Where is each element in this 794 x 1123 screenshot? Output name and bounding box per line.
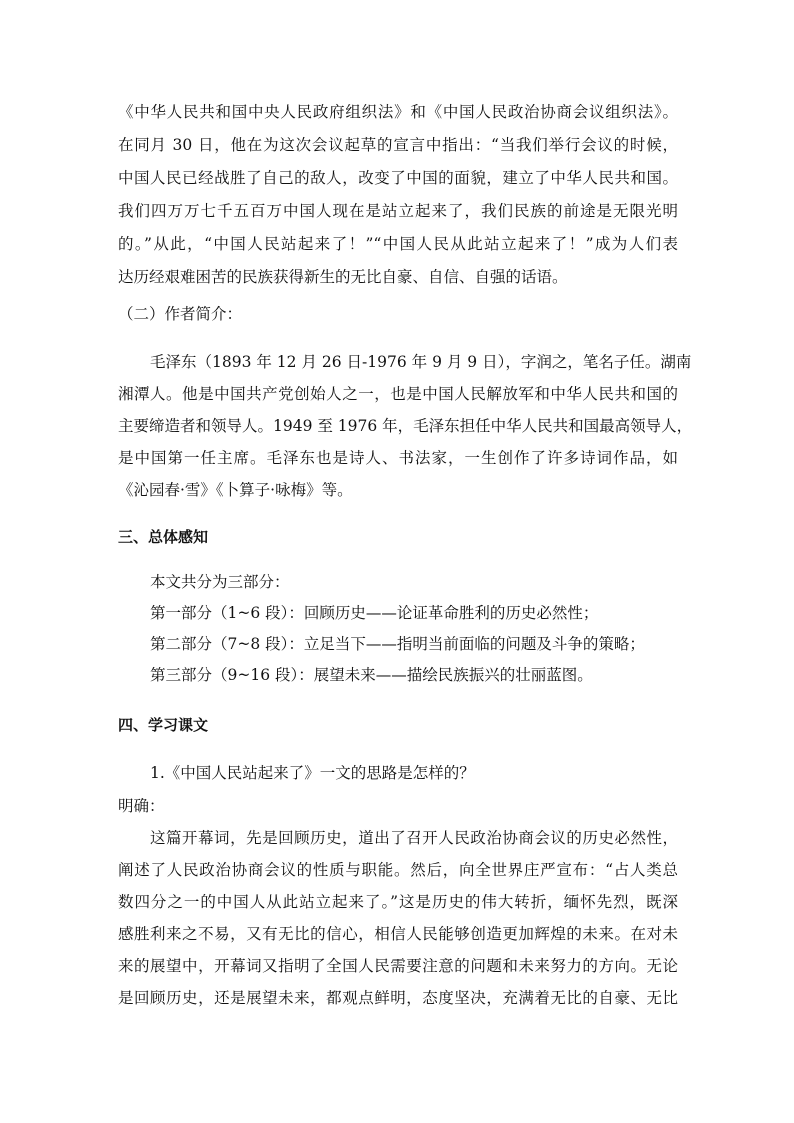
answer-line-2: 阐述了人民政治协商会议的性质与职能。然后，向全世界庄严宣布：“占人类总 (118, 861, 678, 879)
answer-line-5: 来的展望中，开幕词又指明了全国人民需要注意的问题和未来努力的方向。无论 (118, 957, 678, 975)
author-line-3: 主要缔造者和领导人。1949 至 1976 年，毛泽东担任中华人民共和国最高领导人， (118, 417, 693, 435)
intro-line-6: 达历经艰难困苦的民族获得新生的无比自豪、自信、自强的话语。 (118, 268, 568, 286)
intro-line-1: 《中华人民共和国中央人民政府组织法》和《中国人民政治协商会议组织法》。 (118, 103, 678, 121)
answer-line-3: 数四分之一的中国人从此站立起来了。”这是历史的伟大转折，缅怀先烈，既深 (118, 893, 678, 911)
section3-line-4: 第三部分（9~16 段）：展望未来——描绘民族振兴的壮丽蓝图。 (150, 666, 593, 684)
intro-line-4: 我们四万万七千五百万中国人现在是站立起来了，我们民族的前途是无限光明 (118, 202, 678, 220)
section3-line-1: 本文共分为三部分： (150, 573, 290, 591)
intro-line-5: 的。”从此，“中国人民站起来了！”“中国人民从此站立起来了！”成为人们表 (118, 235, 678, 253)
author-heading: （二）作者简介： (118, 305, 243, 323)
intro-line-3: 中国人民已经战胜了自己的敌人，改变了中国的面貌，建立了中华人民共和国。 (118, 169, 678, 187)
answer-line-6: 是回顾历史，还是展望未来，都观点鲜明，态度坚决，充满着无比的自豪、无比 (118, 989, 678, 1007)
author-line-1: 毛泽东（1893 年 12 月 26 日-1976 年 9 月 9 日），字润之，笔名子任。湖南 (150, 353, 692, 371)
section3-line-3: 第二部分（7~8 段）：立足当下——指明当前面临的问题及斗争的策略； (150, 635, 645, 653)
author-line-2: 湘潭人。他是中国共产党创始人之一，也是中国人民解放军和中华人民共和国的 (118, 385, 678, 403)
question-text: 1.《中国人民站起来了》一文的思路是怎样的？ (150, 764, 475, 782)
section3-heading: 三、总体感知 (118, 528, 209, 546)
section3-line-2: 第一部分（1~6 段）：回顾历史——论证革命胜利的历史必然性； (150, 604, 599, 622)
section4-heading: 四、学习课文 (118, 716, 209, 734)
answer-line-4: 感胜利来之不易，又有无比的信心，相信人民能够创造更加辉煌的未来。在对未 (118, 925, 678, 943)
intro-line-2: 在同月 30 日，他在为这次会议起草的宣言中指出：“当我们举行会议的时候， (118, 136, 678, 154)
author-line-4: 是中国第一任主席。毛泽东也是诗人、书法家，一生创作了许多诗词作品，如 (118, 449, 678, 467)
answer-line-1: 这篇开幕词，先是回顾历史，道出了召开人民政治协商会议的历史必然性， (150, 829, 678, 847)
author-line-5: 《沁园春·雪》《卜算子·咏梅》等。 (118, 481, 353, 499)
answer-label: 明确： (118, 797, 165, 815)
